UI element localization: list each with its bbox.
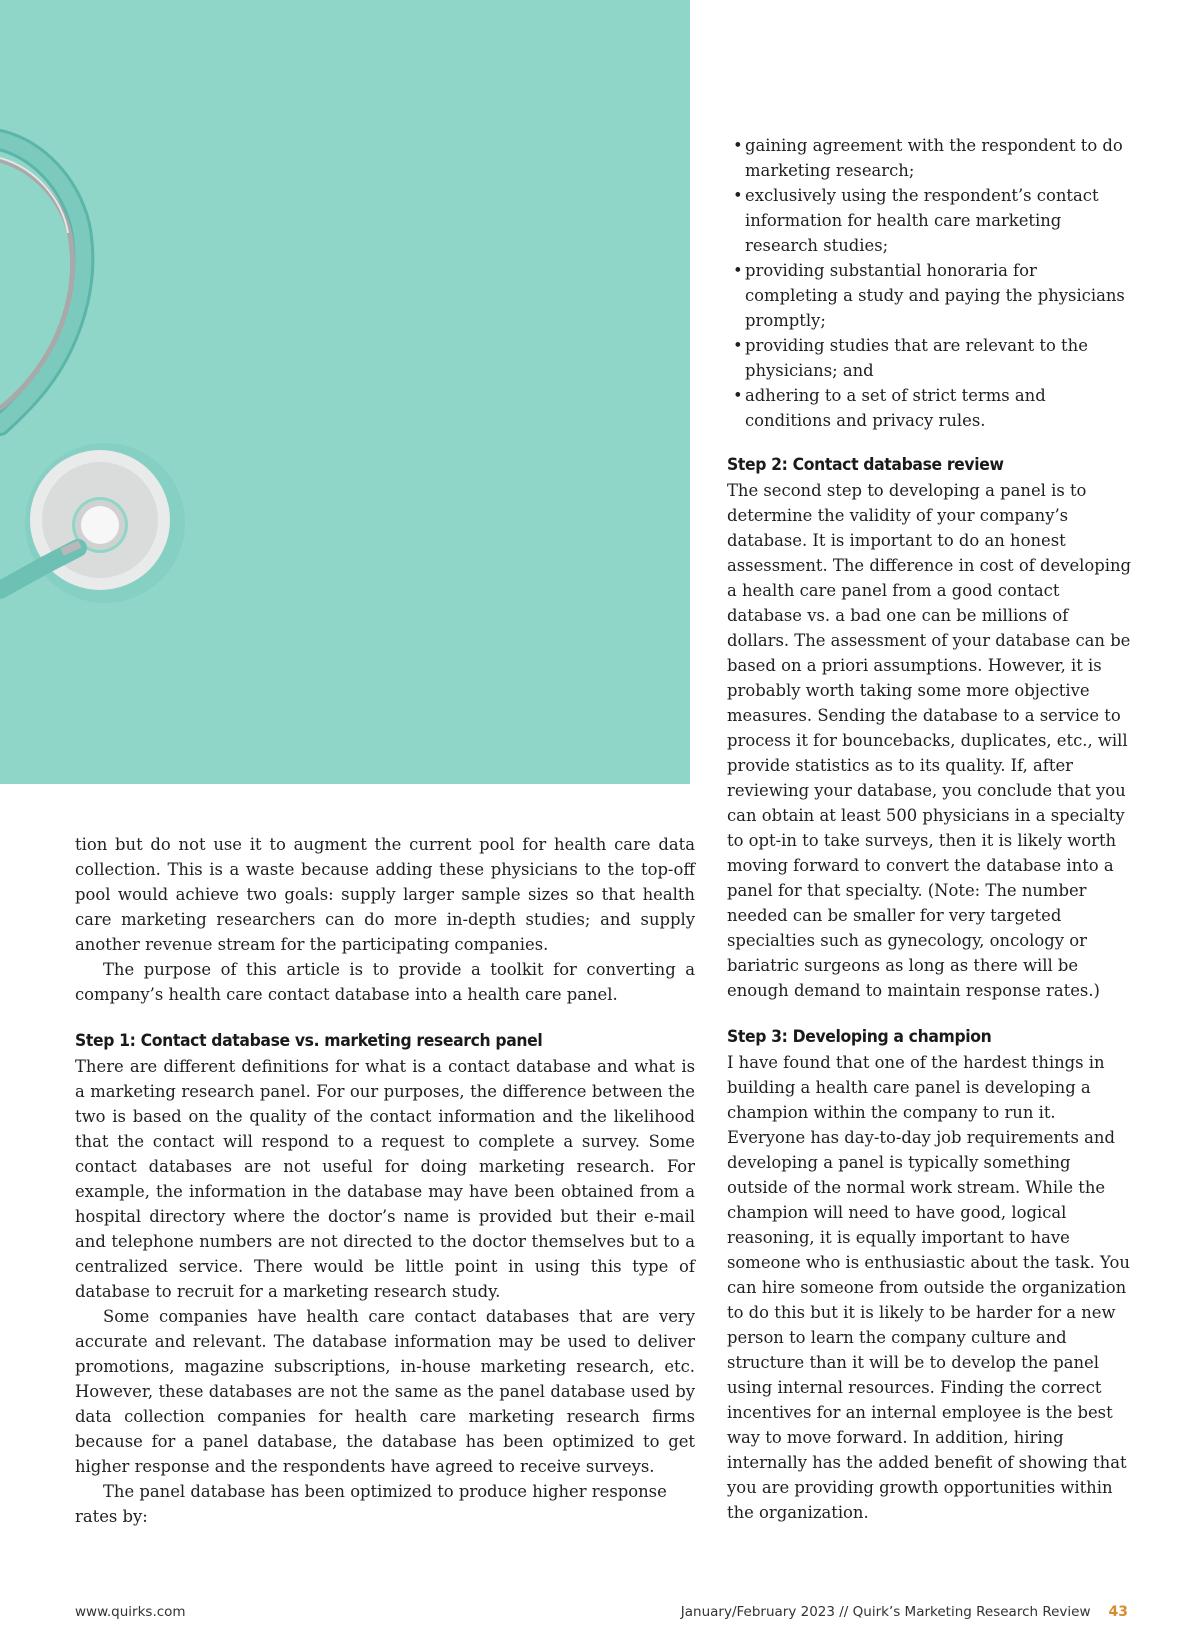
paragraph: The second step to developing a panel is to determine the validity of your company’s database. It is important to do an honest assessment. The difference in cost of developing a health care panel from a good contact database vs. a bad one can be millions of dollars. The assessment of your database can be based on a priori assumptions. However, it is probably worth taking some more objective measures. Sending the database to a service to process it for bouncebacks, duplicates, etc., will provide statistics as to its quality. If, after reviewing your database, you conclude that you can obtain at least 500 physicians in a specialty to opt-in to take surveys, then it is likely worth moving forward to convert the database into a panel for that specialty. (Note: The number needed can be smaller for very targeted specialties such as gynecology, oncology or bariatric surgeons as long as there will be enough demand to maintain response rates.) — [727, 481, 1132, 1000]
left-column — [75, 832, 695, 1529]
list-item: • gaining agreement with the respondent to do marketing research; — [727, 133, 1132, 183]
section-heading: Step 1: Contact database vs. marketing research panel — [75, 1031, 543, 1051]
list-item: • exclusively using the respondent’s contact information for health care marketing research studies; — [727, 183, 1132, 258]
chestpiece-center — [81, 506, 119, 544]
right-column — [727, 133, 1132, 1525]
footer-info — [681, 1602, 1128, 1622]
footer-issue: January/February 2023 // Quirk’s Marketing Research Review — [680, 1604, 1091, 1620]
paragraph: The panel database has been optimized to produce higher response rates by: — [75, 1482, 667, 1526]
bullet-list — [727, 133, 1132, 433]
paragraph: I have found that one of the hardest things in building a health care panel is developing a champion within the company to run it. Everyone has day-to-day job requirements and developing a panel is typically something outside of the normal work stream. While the champion will need to have good, logical reasoning, it is equally important to have someone who is enthusiastic about the task. You can hire someone from outside the organization to do this but it is likely to be harder for a new person to learn the company culture and structure than it will be to develop the panel using internal resources. Finding the correct incentives for an internal employee is the best way to move forward. In addition, hiring internally has the added benefit of showing that you are providing growth opportunities within the organization. — [727, 1053, 1130, 1522]
paragraph: tion but do not use it to augment the current pool for health care data collection. This is a waste because adding these physicians to the top-off pool would achieve two goals: supply larger sample sizes so that health care marketing researchers can do more in-depth studies; and supply another revenue stream for the participating companies. — [75, 835, 695, 954]
stethoscope-photo — [0, 0, 690, 784]
list-item: • providing substantial honoraria for completing a study and paying the physicians promptly; — [727, 258, 1132, 333]
paragraph: The purpose of this article is to provide a toolkit for converting a company’s health care contact database into a health care panel. — [75, 960, 695, 1004]
footer-url[interactable]: www.quirks.com — [75, 1604, 186, 1620]
list-item: • adhering to a set of strict terms and conditions and privacy rules. — [727, 383, 1132, 433]
stethoscope-illustration — [0, 0, 690, 784]
page-number: 43 — [1108, 1604, 1128, 1620]
section-heading: Step 2: Contact database review — [727, 455, 1004, 475]
list-item: • providing studies that are relevant to the physicians; and — [727, 333, 1132, 383]
section-heading: Step 3: Developing a champion — [727, 1027, 992, 1047]
paragraph: Some companies have health care contact databases that are very accurate and relevant. The database information may be used to deliver promotions, magazine subscriptions, in-house marketing research, etc. However, these databases are not the same as the panel database used by data collection companies for health care marketing research firms because for a panel database, the database has been optimized to get higher response and the respondents have agreed to receive surveys. — [75, 1307, 695, 1476]
paragraph: There are different definitions for what is a contact database and what is a marketing research panel. For our purposes, the difference between the two is based on the quality of the contact information and the likelihood that the contact will respond to a request to complete a survey. Some contact databases are not useful for doing marketing research. For example, the information in the database may have been obtained from a hospital directory where the doctor’s name is provided but their e-mail and telephone numbers are not directed to the doctor themselves but to a centralized service. There would be little point in using this type of database to recruit for a marketing research study. — [75, 1057, 695, 1301]
